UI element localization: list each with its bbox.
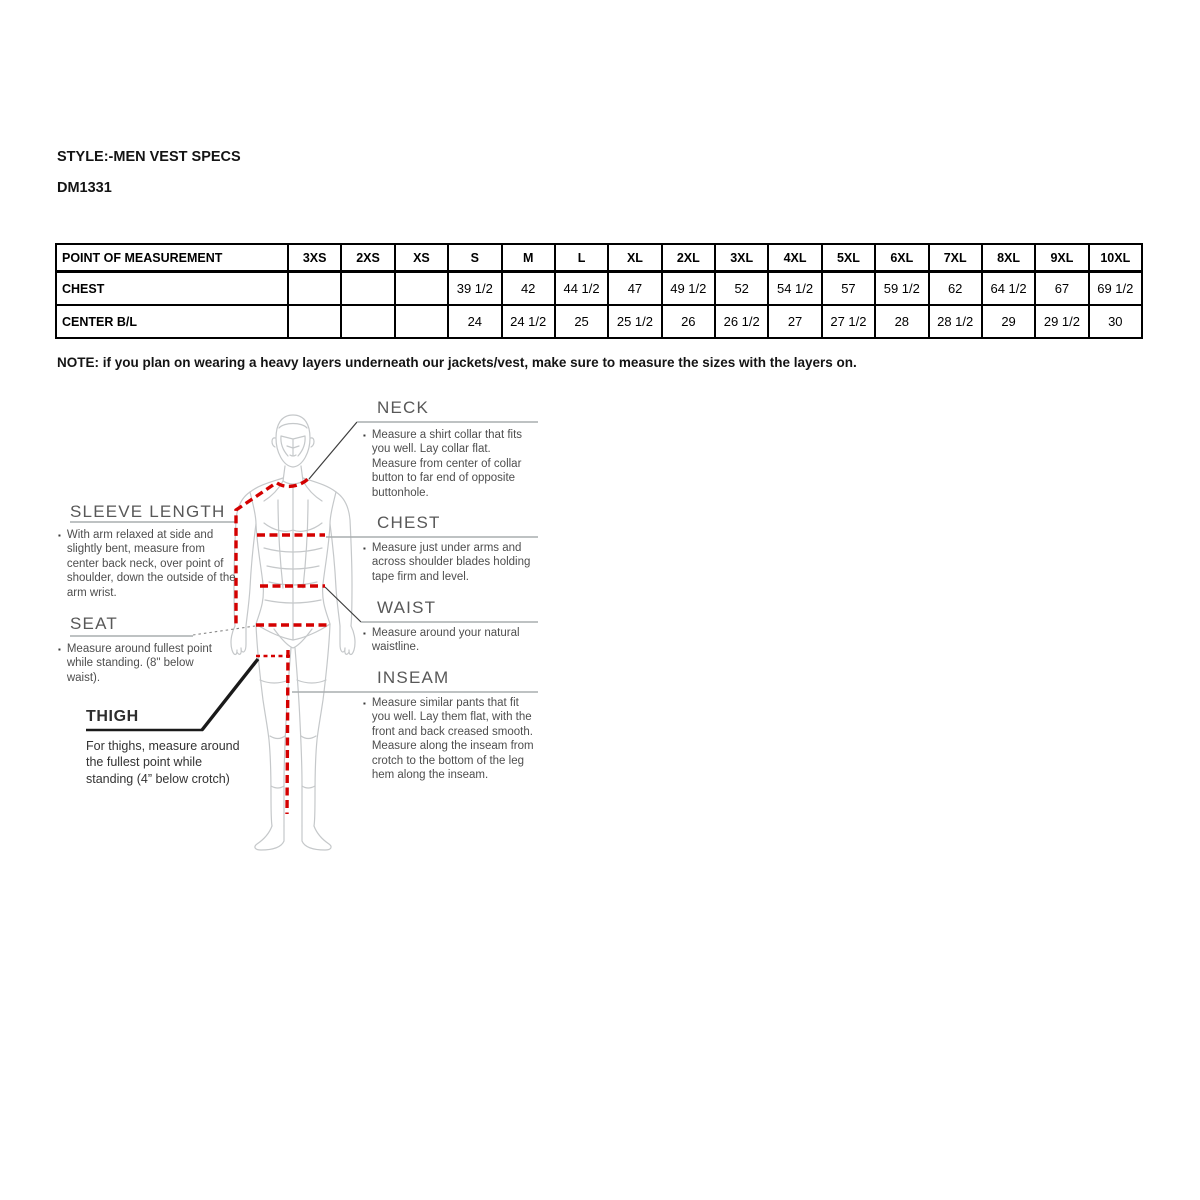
measure-lines	[236, 478, 331, 814]
size-cell: 25 1/2	[608, 305, 661, 338]
column-header: 3XL	[715, 244, 768, 272]
size-cell: 47	[608, 272, 661, 306]
size-cell: 24 1/2	[502, 305, 555, 338]
size-cell: 25	[555, 305, 608, 338]
bullet-icon: ▪	[58, 645, 61, 654]
column-header: 7XL	[929, 244, 982, 272]
size-cell: 39 1/2	[448, 272, 501, 306]
inseam-description-text: Measure similar pants that fit you well. Lay them flat, with the front and back creased smooth. Measure along the inseam from crotch to the bottom of the leg hem along the inseam.	[371, 697, 534, 782]
inseam-heading: INSEAM	[377, 668, 450, 687]
style-title: STYLE:-MEN VEST SPECS	[57, 149, 241, 165]
neck-description	[363, 428, 535, 500]
column-header-pom: POINT OF MEASUREMENT	[56, 244, 288, 272]
size-cell: 52	[715, 272, 768, 306]
inseam-measure-line	[287, 650, 288, 814]
size-cell: 27	[768, 305, 821, 338]
waist-description-text: Measure around your natural waistline.	[371, 627, 520, 654]
chest-description-text: Measure just under arms and across shoulder blades holding tape firm and level.	[371, 542, 531, 583]
chest-description	[363, 541, 535, 584]
size-cell: 69 1/2	[1089, 272, 1142, 306]
size-cell: 27 1/2	[822, 305, 875, 338]
sleeve-length-description	[58, 528, 240, 600]
size-cell: 64 1/2	[982, 272, 1035, 306]
size-cell: 42	[502, 272, 555, 306]
size-cell: 49 1/2	[662, 272, 715, 306]
size-cell: 67	[1035, 272, 1088, 306]
table-row-center-bl	[56, 305, 1142, 338]
bullet-icon: ▪	[58, 531, 61, 540]
column-header: M	[502, 244, 555, 272]
column-header: 5XL	[822, 244, 875, 272]
size-cell: 28	[875, 305, 928, 338]
column-header: 4XL	[768, 244, 821, 272]
size-cell: 57	[822, 272, 875, 306]
waist-heading: WAIST	[377, 598, 437, 617]
column-header: 2XS	[341, 244, 394, 272]
chest-heading: CHEST	[377, 513, 441, 532]
bullet-icon: ▪	[363, 431, 366, 440]
size-cell: 24	[448, 305, 501, 338]
column-header: XS	[395, 244, 448, 272]
inseam-description	[363, 696, 539, 783]
size-cell: 26	[662, 305, 715, 338]
bullet-icon: ▪	[363, 544, 366, 553]
thigh-heading: THIGH	[86, 708, 139, 725]
table-row-chest	[56, 272, 1142, 306]
table-header-row	[56, 244, 1142, 272]
waist-description	[363, 626, 523, 655]
size-cell: 29 1/2	[1035, 305, 1088, 338]
size-cell: 44 1/2	[555, 272, 608, 306]
neck-heading: NECK	[377, 398, 430, 417]
bullet-icon: ▪	[363, 629, 366, 638]
column-header: 9XL	[1035, 244, 1088, 272]
size-cell: 28 1/2	[929, 305, 982, 338]
column-header: S	[448, 244, 501, 272]
column-header: 8XL	[982, 244, 1035, 272]
document-header	[57, 150, 241, 196]
column-header: 3XS	[288, 244, 341, 272]
row-label: CENTER B/L	[56, 305, 288, 338]
neck-description-text: Measure a shirt collar that fits you well. Lay collar flat. Measure from center of collar button to far end of opposite buttonhole.	[371, 429, 523, 499]
size-cell	[395, 305, 448, 338]
column-header: 6XL	[875, 244, 928, 272]
column-header: 2XL	[662, 244, 715, 272]
thigh-description	[86, 738, 244, 787]
column-header: XL	[608, 244, 661, 272]
seat-description	[58, 642, 218, 685]
thigh-description-text: For thighs, measure around the fullest point while standing (4” below crotch)	[86, 739, 240, 786]
body-figure	[231, 415, 355, 850]
size-cell: 59 1/2	[875, 272, 928, 306]
seat-description-text: Measure around fullest point while standing. (8" below waist).	[66, 643, 212, 684]
column-header: L	[555, 244, 608, 272]
size-cell: 30	[1089, 305, 1142, 338]
neck-pointer-line	[309, 422, 357, 479]
seat-heading: SEAT	[70, 614, 118, 633]
size-cell: 62	[929, 272, 982, 306]
column-header: 10XL	[1089, 244, 1142, 272]
size-cell	[341, 305, 394, 338]
size-cell	[341, 272, 394, 306]
size-cell	[288, 305, 341, 338]
size-cell: 26 1/2	[715, 305, 768, 338]
sleeve-length-description-text: With arm relaxed at side and slightly bent, measure from center back neck, over point of shoulder, down the outside of the arm wrist.	[66, 529, 236, 599]
size-cell: 54 1/2	[768, 272, 821, 306]
measurement-guide	[50, 388, 540, 868]
size-chart-table	[55, 243, 1143, 339]
size-cell	[395, 272, 448, 306]
row-label: CHEST	[56, 272, 288, 306]
waist-pointer-line	[325, 587, 361, 622]
sleeve-length-heading: SLEEVE LENGTH	[70, 502, 226, 521]
sleeve-measure-line	[236, 485, 273, 625]
size-cell: 29	[982, 305, 1035, 338]
note-text: NOTE: if you plan on wearing a heavy layers underneath our jackets/vest, make sure to measure the sizes with the layers on.	[57, 355, 857, 370]
size-cell	[288, 272, 341, 306]
bullet-icon: ▪	[363, 699, 366, 708]
style-code: DM1331	[57, 180, 112, 196]
